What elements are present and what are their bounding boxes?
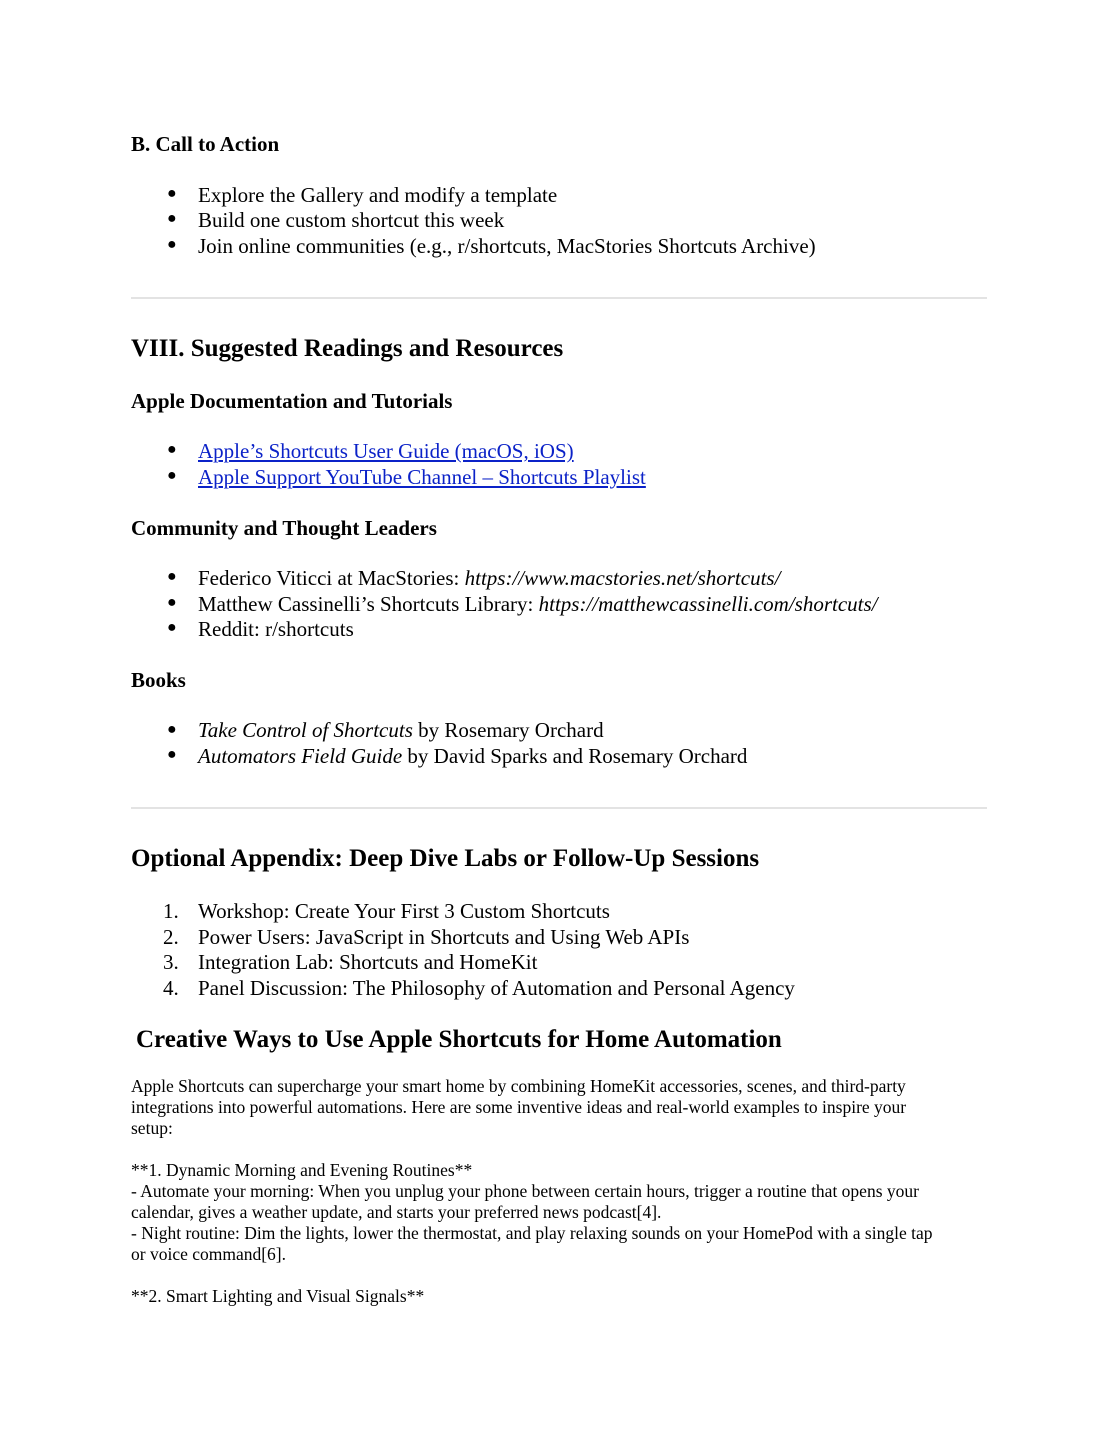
bullet-icon: ● xyxy=(167,568,177,585)
section-2-heading: **2. Smart Lighting and Visual Signals** xyxy=(131,1286,425,1306)
bullet-icon: ● xyxy=(167,721,177,738)
bullet-icon: ● xyxy=(167,441,177,458)
list-item-text xyxy=(198,718,604,743)
bullet-icon: ● xyxy=(167,467,177,484)
list-item-text: Integration Lab: Shortcuts and HomeKit xyxy=(198,950,538,974)
list-item-text: Panel Discussion: The Philosophy of Automation and Personal Agency xyxy=(198,976,795,1000)
community-label: Reddit: r/shortcuts xyxy=(198,617,354,641)
list-item-text xyxy=(198,744,747,769)
community-url: https://www.macstories.net/shortcuts/ xyxy=(464,566,781,590)
list-number: 2. xyxy=(163,925,179,949)
community-url: https://matthewcassinelli.com/shortcuts/ xyxy=(538,592,878,616)
list-number: 3. xyxy=(163,950,179,974)
community-label: Matthew Cassinelli’s Shortcuts Library: xyxy=(198,592,539,616)
bullet-icon: ● xyxy=(167,236,177,253)
section-1-line: - Automate your morning: When you unplug your phone between certain hours, trigger a routine that opens your xyxy=(131,1181,919,1201)
apple-docs-heading: Apple Documentation and Tutorials xyxy=(131,389,453,413)
list-item-text: Join online communities (e.g., r/shortcuts, MacStories Shortcuts Archive) xyxy=(198,234,816,258)
appendix-heading: Optional Appendix: Deep Dive Labs or Follow-Up Sessions xyxy=(131,845,760,872)
intro-line: setup: xyxy=(131,1118,173,1138)
creative-intro xyxy=(131,1076,906,1139)
list-item-text xyxy=(198,566,780,591)
community-label: Federico Viticci at MacStories: xyxy=(198,566,465,590)
book-author: by David Sparks and Rosemary Orchard xyxy=(402,744,748,768)
horizontal-rule xyxy=(131,807,987,809)
creative-section-1 xyxy=(131,1160,932,1265)
section-1-line: - Night routine: Dim the lights, lower the thermostat, and play relaxing sounds on your HomePod with a single tap xyxy=(131,1223,933,1243)
list-item-text: Power Users: JavaScript in Shortcuts and Using Web APIs xyxy=(198,925,690,949)
bullet-icon: ● xyxy=(167,210,177,227)
list-item-text: Workshop: Create Your First 3 Custom Shortcuts xyxy=(198,899,610,923)
bullet-icon: ● xyxy=(167,185,177,202)
bullet-icon: ● xyxy=(167,594,177,611)
list-item-text: Explore the Gallery and modify a template xyxy=(198,183,558,207)
intro-line: Apple Shortcuts can supercharge your smart home by combining HomeKit accessories, scenes, and third-party xyxy=(131,1076,906,1096)
section-1-line: calendar, gives a weather update, and starts your preferred news podcast[4]. xyxy=(131,1202,662,1222)
list-number: 1. xyxy=(163,899,179,923)
call-to-action-heading: B. Call to Action xyxy=(131,132,280,156)
horizontal-rule xyxy=(131,297,987,299)
book-title: Take Control of Shortcuts xyxy=(198,718,413,742)
readings-heading: VIII. Suggested Readings and Resources xyxy=(131,335,564,362)
creative-heading: Creative Ways to Use Apple Shortcuts for Home Automation xyxy=(136,1026,782,1053)
section-1-heading: **1. Dynamic Morning and Evening Routines** xyxy=(131,1160,473,1180)
bullet-icon: ● xyxy=(167,619,177,636)
section-1-line: or voice command[6]. xyxy=(131,1244,287,1264)
bullet-icon: ● xyxy=(167,746,177,763)
list-number: 4. xyxy=(163,976,179,1000)
list-item-text xyxy=(198,617,354,642)
shortcuts-user-guide-link[interactable]: Apple’s Shortcuts User Guide (macOS, iOS) xyxy=(198,439,574,463)
list-item-text xyxy=(198,592,878,617)
youtube-playlist-link[interactable]: Apple Support YouTube Channel – Shortcuts Playlist xyxy=(198,465,646,489)
book-title: Automators Field Guide xyxy=(198,744,403,768)
list-item-text: Build one custom shortcut this week xyxy=(198,208,505,232)
community-heading: Community and Thought Leaders xyxy=(131,516,437,540)
intro-line: integrations into powerful automations. Here are some inventive ideas and real-world examples to inspire your xyxy=(131,1097,907,1117)
books-heading: Books xyxy=(131,668,186,692)
book-author: by Rosemary Orchard xyxy=(412,718,604,742)
